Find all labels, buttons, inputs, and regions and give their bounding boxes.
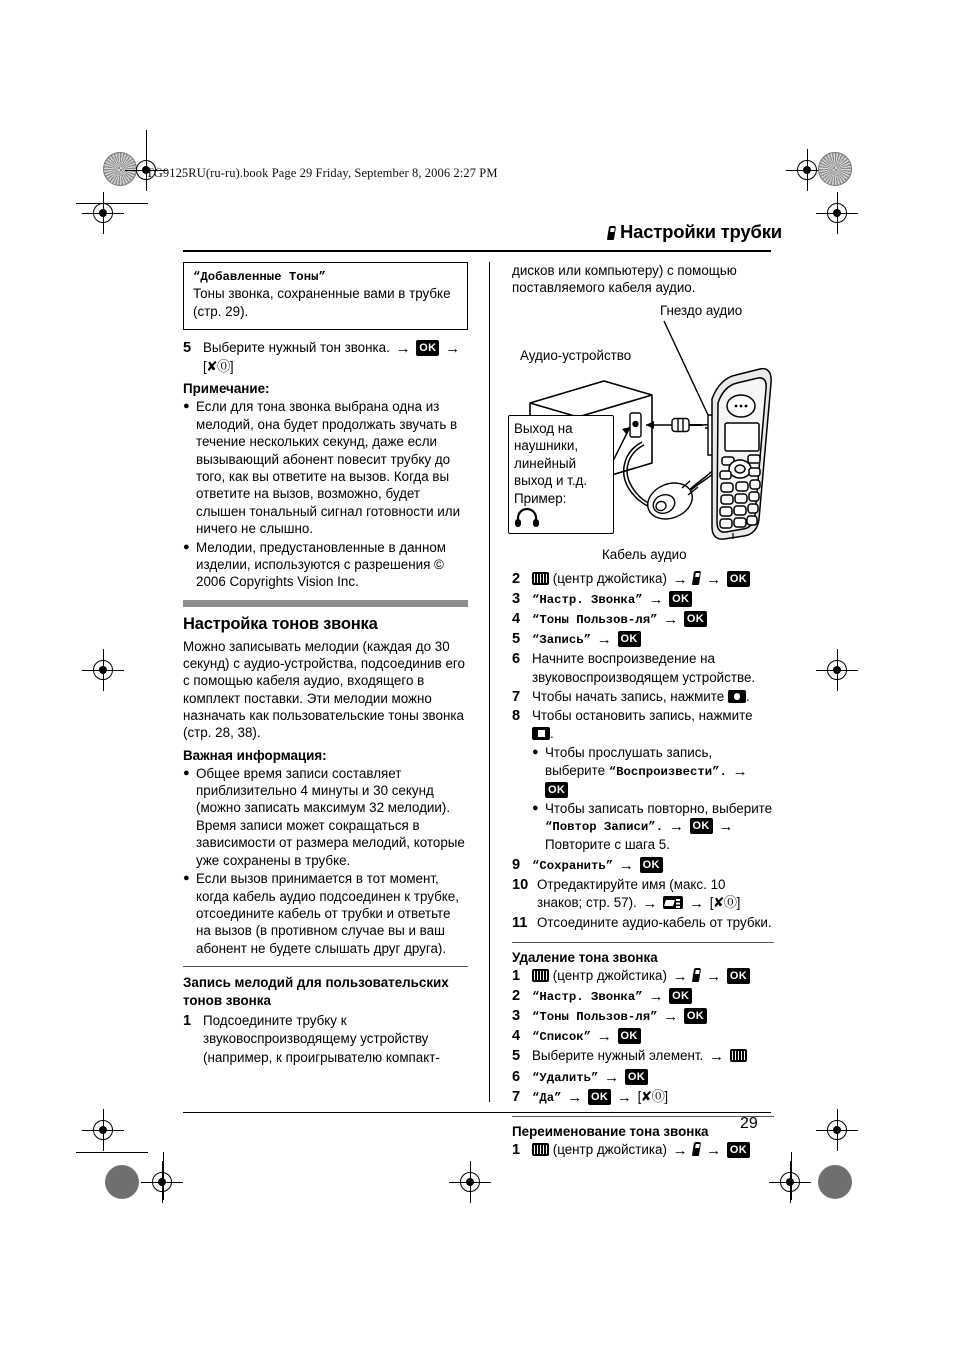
section-separator-bar bbox=[183, 600, 468, 607]
delete-step-5-number: 5 bbox=[512, 1048, 521, 1065]
step-8-text: Чтобы остановить запись, нажмите bbox=[532, 708, 753, 724]
delete-step-3-menu-term: “Тоны Пользов-ля” bbox=[532, 1010, 658, 1025]
ok-key-icon: OK bbox=[727, 571, 750, 587]
important-item bbox=[183, 765, 468, 869]
rename-step-1 bbox=[512, 1141, 774, 1160]
step-5-menu-term: “Запись” bbox=[532, 633, 592, 648]
step-10 bbox=[512, 876, 774, 913]
audio-plug-left bbox=[646, 418, 702, 431]
section-body-text: Можно записывать мелодии (каждая до 30 секунд) с аудио-устройства, подсоединив его с помощью кабеля аудио, входящего в комплект поставки. Эти мелодии можно назначать как пользовательские тоны звонка (стр. 28, 38). bbox=[183, 638, 465, 741]
crop-line-top-left-v bbox=[146, 130, 147, 160]
step-9-menu-term: “Сохранить” bbox=[532, 858, 614, 873]
subsection-heading-rename-ringtone: Переименование тона звонка bbox=[512, 1124, 709, 1140]
ok-key-icon: OK bbox=[545, 782, 568, 798]
delete-step-7-number: 7 bbox=[512, 1088, 521, 1105]
delete-step-6 bbox=[512, 1068, 774, 1087]
arrow-icon: → bbox=[445, 340, 461, 357]
step-4-number: 4 bbox=[512, 611, 521, 627]
print-calibration-disc-bottom-left bbox=[105, 1165, 139, 1199]
rename-step-1-number: 1 bbox=[512, 1142, 521, 1159]
cable-coil bbox=[642, 476, 698, 525]
ok-key-icon: OK bbox=[640, 857, 663, 873]
arrow-icon: → bbox=[689, 895, 704, 913]
bullet-icon: ● bbox=[183, 766, 190, 779]
bullet-icon: ● bbox=[532, 746, 539, 759]
diagram-label-audio-cable: Кабель аудио bbox=[602, 546, 687, 562]
arrow-icon: → bbox=[672, 1142, 688, 1160]
bullet-icon: ● bbox=[532, 801, 539, 814]
ok-key-icon: OK bbox=[625, 1069, 648, 1085]
note-item bbox=[183, 398, 468, 537]
ok-key-icon: OK bbox=[684, 1008, 707, 1024]
delete-step-4-menu-term: “Список” bbox=[532, 1030, 592, 1045]
footer-divider bbox=[183, 1112, 771, 1113]
handset-illustration bbox=[712, 368, 771, 539]
step-11-number: 11 bbox=[512, 915, 528, 932]
subsection-heading-delete-ringtone: Удаление тона звонка bbox=[512, 949, 658, 965]
arrow-icon: → bbox=[395, 340, 411, 357]
step-5-right-number: 5 bbox=[512, 631, 521, 648]
print-calibration-disc-bottom-right bbox=[818, 1165, 852, 1199]
delete-step-4-number: 4 bbox=[512, 1028, 521, 1045]
important-heading: Важная информация: bbox=[183, 747, 327, 763]
arrow-icon: → bbox=[706, 1142, 722, 1160]
step-2-number: 2 bbox=[512, 570, 521, 587]
ok-key-icon: OK bbox=[618, 1028, 641, 1044]
arrow-icon: → bbox=[672, 967, 688, 985]
step-2 bbox=[512, 570, 774, 589]
arrow-icon: → bbox=[672, 570, 688, 588]
arrow-icon: → bbox=[668, 818, 684, 836]
note-item bbox=[183, 539, 468, 591]
registration-mark-left-lower bbox=[88, 1115, 118, 1145]
callout-text: Выход на наушники, линейный выход и т.д. Пример: bbox=[514, 420, 588, 506]
ok-key-icon: OK bbox=[690, 818, 713, 834]
arrow-icon: → bbox=[567, 1088, 583, 1106]
delete-step-2 bbox=[512, 987, 774, 1006]
step-8-bullet-term: “Повтор Записи”. bbox=[545, 820, 664, 835]
arrow-icon: → bbox=[616, 1088, 632, 1106]
bullet-icon: ● bbox=[183, 540, 190, 553]
arrow-icon: → bbox=[596, 631, 612, 649]
note-heading: Примечание: bbox=[183, 381, 270, 397]
step-1-number: 1 bbox=[183, 1013, 192, 1030]
ok-key-icon: OK bbox=[669, 591, 692, 607]
headphones-glyph bbox=[514, 508, 540, 527]
page-title-text: Настройки трубки bbox=[619, 221, 782, 242]
diagram-label-audio-jack: Гнездо аудио bbox=[660, 302, 743, 318]
step-4-menu-term: “Тоны Пользов-ля” bbox=[532, 613, 658, 627]
added-tones-term: “Добавленные Тоны” bbox=[193, 270, 326, 284]
ok-key-icon: OK bbox=[588, 1089, 611, 1105]
crop-line-bottom-left-v bbox=[163, 1152, 164, 1200]
stop-button-icon bbox=[532, 727, 550, 740]
delete-step-3 bbox=[512, 1007, 774, 1026]
step-1-text: Подсоедините трубку к звуковоспроизводящему устройству (например, к проигрывателю компакт- bbox=[203, 1013, 440, 1065]
delete-step-2-menu-term: “Настр. Звонка” bbox=[532, 989, 643, 1004]
bullet-icon: ● bbox=[183, 400, 190, 413]
step-1-left bbox=[183, 1012, 468, 1067]
diagram-callout-output-types bbox=[508, 415, 614, 534]
step-8-bullet-text: Чтобы записать повторно, выберите bbox=[545, 800, 773, 816]
print-calibration-disc-top-right bbox=[818, 152, 852, 186]
step-3 bbox=[512, 590, 774, 609]
step-10-number: 10 bbox=[512, 877, 529, 894]
step-9 bbox=[512, 856, 774, 875]
step-8-bullet-term: “Воспроизвести”. bbox=[608, 764, 727, 779]
crop-line-left-upper-h bbox=[76, 203, 148, 204]
delete-step-6-number: 6 bbox=[512, 1068, 521, 1085]
delete-section-divider bbox=[512, 942, 774, 943]
step-8-bullet-tail: Повторите с шага 5. bbox=[545, 837, 670, 853]
registration-mark-bottom-left bbox=[147, 1167, 177, 1197]
delete-step-6-menu-term: “Удалить” bbox=[532, 1070, 599, 1085]
rename-step-1-text: (центр джойстика) bbox=[552, 1142, 667, 1158]
record-button-icon bbox=[728, 690, 746, 703]
off-key-icon: [✘⓪] bbox=[203, 359, 234, 375]
subsection-divider bbox=[183, 966, 468, 967]
step-8-bullet bbox=[532, 800, 774, 854]
step-7: 7 Чтобы начать запись, нажмите . bbox=[512, 688, 750, 705]
delete-step-1 bbox=[512, 967, 774, 986]
ok-key-icon: OK bbox=[416, 340, 439, 356]
bullet-icon: ● bbox=[183, 872, 190, 885]
note-item-text: Мелодии, предустановленные в данном изделии, используются с разрешения © 2006 Copyrights Vision Inc. bbox=[196, 539, 447, 590]
record-steps-list bbox=[512, 570, 774, 933]
section-heading-ringtone-setup: Настройка тонов звонка bbox=[183, 614, 378, 633]
arrow-icon: → bbox=[648, 987, 664, 1005]
audio-connection-diagram bbox=[512, 303, 774, 568]
delete-step-7 bbox=[512, 1088, 774, 1107]
joystick-center-icon bbox=[532, 572, 549, 585]
subsection-heading-record-melodies: Запись мелодий для пользовательских тонов звонка bbox=[183, 975, 449, 1009]
delete-step-1-text: (центр джойстика) bbox=[552, 967, 667, 983]
right-column bbox=[512, 262, 774, 1161]
continued-text: дисков или компьютеру) с помощью поставляемого кабеля аудио. bbox=[512, 263, 737, 296]
column-divider bbox=[489, 262, 490, 1102]
step-10-text: Отредактируйте имя (макс. 10 знаков; стр. 57). bbox=[537, 877, 726, 911]
step-7-text: Чтобы начать запись, нажмите bbox=[532, 688, 725, 704]
off-key-icon: [✘⓪] bbox=[709, 895, 740, 911]
important-item-text: Если вызов принимается в тот момент, когда кабель аудио подсоединен к трубке, отсоедините кабель от трубки и ответьте на вызов (в противном случае вы и ваш абонент не будете слышать друг друга). bbox=[196, 871, 459, 956]
step-3-number: 3 bbox=[512, 590, 521, 607]
step-8-bullet bbox=[532, 744, 774, 798]
added-tones-callout bbox=[183, 262, 468, 330]
step-5-right bbox=[512, 630, 774, 649]
arrow-icon: → bbox=[706, 967, 722, 985]
step-6 bbox=[512, 650, 774, 686]
registration-mark-right-upper bbox=[822, 198, 852, 228]
note-item-text: Если для тона звонка выбрана одна из мелодий, она будет продолжать звучать в течение нескольких секунд, даже если вызывающий абонент повесит трубку до того, как вы ответите на вызов. Когда вы ответите на вызов, возможно, будет слышен тональный сигнал готовности или ничего не слышно. bbox=[196, 399, 461, 537]
arrow-icon: → bbox=[642, 895, 658, 913]
important-item-text: Общее время записи составляет приблизительно 4 минуты и 30 секунд (можно записать максимум 32 мелодии). Время записи может сокращаться в зависимости от размера мелодий, которые уже сохранены в трубке. bbox=[196, 765, 465, 868]
added-tones-description: Тоны звонка, сохраненные вами в трубке (стр. 29). bbox=[193, 286, 451, 319]
left-column bbox=[183, 262, 468, 1068]
handset-icon bbox=[692, 968, 701, 982]
step-2-text: (центр джойстика) bbox=[552, 570, 667, 586]
step-5 bbox=[183, 339, 468, 376]
device-audio-socket bbox=[630, 413, 641, 437]
arrow-icon: → bbox=[708, 1048, 724, 1066]
joystick-center-icon bbox=[730, 1049, 747, 1062]
handset-icon bbox=[692, 571, 701, 585]
step-5-number: 5 bbox=[183, 340, 192, 356]
arrow-icon: → bbox=[663, 611, 679, 628]
delete-step-4 bbox=[512, 1027, 774, 1046]
ok-key-icon: OK bbox=[669, 988, 692, 1004]
handset-icon bbox=[692, 1142, 701, 1156]
step-8-bullet-text: Чтобы прослушать запись, выберите bbox=[545, 745, 713, 778]
arrow-icon: → bbox=[618, 856, 634, 874]
delete-step-5 bbox=[512, 1047, 774, 1066]
step-6-text: Начните воспроизведение на звуковоспроизводящем устройстве. bbox=[532, 651, 756, 685]
step-3-menu-term: “Настр. Звонка” bbox=[532, 592, 643, 607]
book-file-stamp: TG9125RU(ru-ru).book Page 29 Friday, September 8, 2006 2:27 PM bbox=[146, 166, 498, 180]
arrow-icon: → bbox=[648, 590, 664, 608]
crop-line-left-lower-h bbox=[76, 1152, 148, 1153]
delete-step-7-menu-term: “Да” bbox=[532, 1090, 562, 1105]
arrow-icon: → bbox=[732, 762, 748, 780]
delete-step-2-number: 2 bbox=[512, 987, 521, 1004]
ok-key-icon: OK bbox=[727, 1142, 750, 1158]
arrow-icon: → bbox=[604, 1068, 620, 1086]
joystick-center-icon bbox=[532, 1143, 549, 1156]
step-4 bbox=[512, 610, 774, 629]
step-8-number: 8 bbox=[512, 708, 521, 725]
off-key-icon: [✘⓪] bbox=[637, 1088, 668, 1104]
arrow-icon: → bbox=[718, 818, 734, 836]
delete-steps-list bbox=[512, 967, 774, 1107]
arrow-icon: → bbox=[596, 1028, 612, 1046]
handset-icon bbox=[607, 226, 616, 240]
ok-key-icon: OK bbox=[618, 631, 641, 647]
arrow-icon: → bbox=[663, 1008, 679, 1026]
step-11-text: Отсоедините аудио-кабель от трубки. bbox=[537, 915, 772, 931]
diagram-label-audio-device: Аудио-устройство bbox=[520, 347, 632, 363]
step-8: 8 Чтобы остановить запись, нажмите . ● Чтобы прослушать запись, выберите “Воспроизвести”. → OK ● Чтобы записать повторно, выберите “Повтор Записи”. → OK → Повторите с шага 5. bbox=[512, 707, 774, 855]
registration-mark-right-middle bbox=[822, 655, 852, 685]
edit-key-icon bbox=[663, 896, 683, 909]
registration-mark-right-lower bbox=[822, 1115, 852, 1145]
important-item bbox=[183, 870, 468, 957]
joystick-center-icon bbox=[532, 969, 549, 982]
ok-key-icon: OK bbox=[684, 611, 707, 627]
header-divider bbox=[183, 250, 771, 252]
registration-mark-bottom-right bbox=[775, 1167, 805, 1197]
delete-step-3-number: 3 bbox=[512, 1008, 521, 1025]
delete-step-1-number: 1 bbox=[512, 967, 521, 984]
step-11 bbox=[512, 914, 774, 932]
ok-key-icon: OK bbox=[727, 968, 750, 984]
page-number: 29 bbox=[740, 1115, 758, 1132]
registration-mark-bottom-center bbox=[455, 1167, 485, 1197]
step-7-number: 7 bbox=[512, 688, 521, 705]
step-5-text: Выберите нужный тон звонка. bbox=[203, 340, 390, 355]
rename-section-divider bbox=[512, 1116, 774, 1117]
delete-step-5-text: Выберите нужный элемент. bbox=[532, 1048, 704, 1064]
step-9-number: 9 bbox=[512, 856, 521, 873]
arrow-icon: → bbox=[706, 570, 722, 588]
page-title bbox=[608, 221, 782, 243]
step-6-number: 6 bbox=[512, 651, 521, 668]
registration-mark-left-middle bbox=[88, 655, 118, 685]
crop-line-bottom-right-v bbox=[791, 1152, 792, 1200]
headphones-icon bbox=[514, 508, 608, 531]
leader-line-audio-jack bbox=[664, 321, 708, 415]
